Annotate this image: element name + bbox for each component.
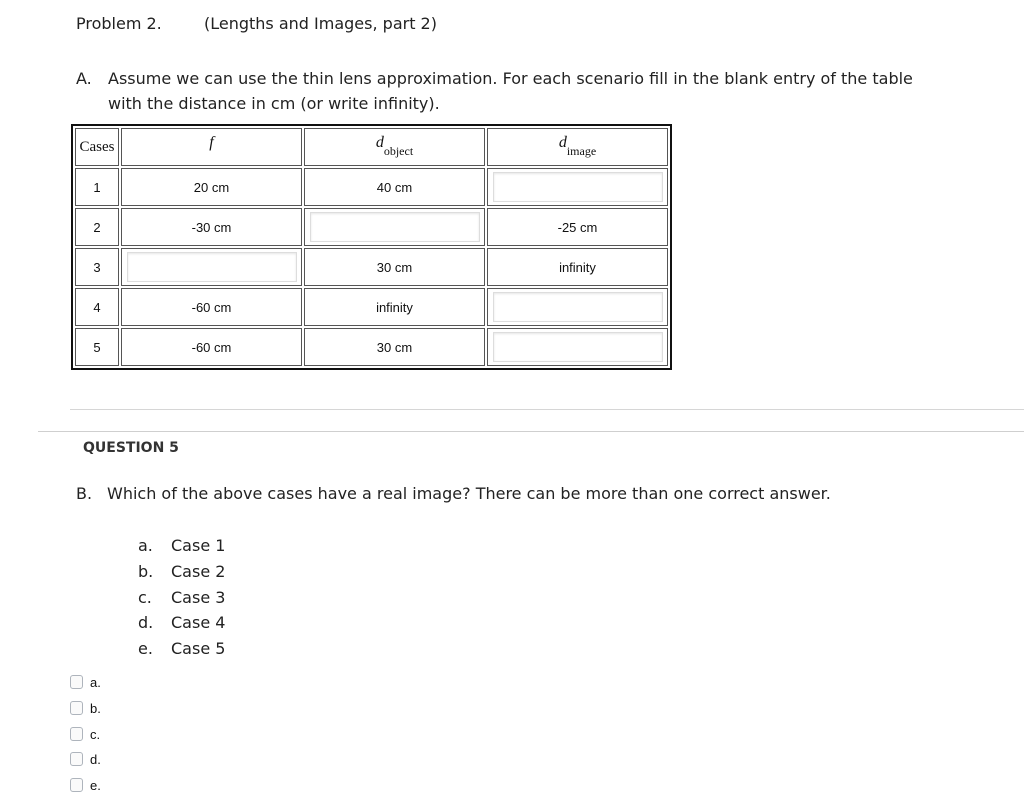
blank-input-f-3[interactable] [127, 252, 297, 282]
answer-label: b. [90, 700, 101, 716]
answer-label: e. [90, 778, 101, 794]
cell-f: 20 cm [121, 168, 302, 206]
header-d-image-symbol: d [558, 134, 567, 151]
answer-label: d. [90, 752, 101, 768]
cell-case: 3 [75, 248, 119, 286]
choice-letter: c. [138, 587, 152, 607]
cell-f: -60 cm [121, 288, 302, 326]
blank-input-d-object-2[interactable] [310, 212, 480, 242]
cell-case: 5 [75, 328, 119, 366]
table-row-4 [75, 288, 668, 326]
cell-d-image [487, 168, 668, 206]
question-title: QUESTION 5 [83, 440, 179, 456]
cell-case: 1 [75, 168, 119, 206]
choice-text: Case 2 [171, 561, 226, 581]
cell-f [121, 248, 302, 286]
header-f [121, 128, 302, 166]
answer-label: c. [90, 726, 101, 742]
answer-checkbox-d[interactable] [70, 752, 83, 766]
choice-text: Case 5 [171, 639, 226, 659]
part-b-marker: B. [76, 484, 93, 503]
answer-checkbox-e[interactable] [70, 778, 83, 792]
answer-label: a. [90, 675, 101, 690]
cell-d-object: 30 cm [304, 328, 485, 366]
table-row-3 [75, 248, 668, 286]
answer-checkbox-a[interactable] [70, 675, 83, 689]
header-d-object [304, 128, 485, 166]
header-d-image-sub: image [566, 144, 597, 158]
cell-d-image: -25 cm [487, 208, 668, 246]
cell-f: -30 cm [121, 208, 302, 246]
choice-letter: b. [138, 561, 154, 581]
table-row-2 [75, 208, 668, 246]
table-row-1 [75, 168, 668, 206]
part-a-text: Assume we can use the thin lens approximation. For each scenario fill in the blank entry of the table with the distance in cm (or write infinity). [108, 69, 913, 113]
choice-text: Case 3 [171, 587, 226, 607]
header-d-object-sub: object [383, 144, 414, 158]
header-cases: Cases [75, 128, 119, 166]
choice-letter: d. [138, 613, 154, 633]
part-b-text: Which of the above cases have a real image? There can be more than one correct answer. [107, 484, 831, 503]
cell-d-image: infinity [487, 248, 668, 286]
choice-letter: a. [138, 536, 153, 555]
table-header-row [75, 128, 668, 166]
part-a-marker: A. [76, 69, 92, 88]
cell-case: 4 [75, 288, 119, 326]
choice-text: Case 1 [171, 536, 226, 555]
divider [70, 409, 1024, 410]
blank-input-d-image-4[interactable] [493, 292, 663, 322]
blank-input-d-image-1[interactable] [493, 172, 663, 202]
header-f-symbol: f [209, 134, 214, 151]
cell-d-object: 40 cm [304, 168, 485, 206]
question-divider [38, 431, 1024, 432]
cell-case: 2 [75, 208, 119, 246]
cell-d-image [487, 288, 668, 326]
answer-checkbox-b[interactable] [70, 701, 83, 715]
problem-subtitle: (Lengths and Images, part 2) [204, 14, 437, 33]
table-row-5 [75, 328, 668, 366]
answer-checkbox-c[interactable] [70, 727, 83, 741]
cell-d-object [304, 208, 485, 246]
header-d-object-symbol: d [375, 134, 384, 151]
problem-number: Problem 2. [76, 14, 162, 33]
cell-f: -60 cm [121, 328, 302, 366]
cell-d-object: 30 cm [304, 248, 485, 286]
choice-text: Case 4 [171, 613, 226, 633]
blank-input-d-image-5[interactable] [493, 332, 663, 362]
cell-d-object: infinity [304, 288, 485, 326]
cell-d-image [487, 328, 668, 366]
header-d-image [487, 128, 668, 166]
lens-table [71, 124, 672, 370]
choice-letter: e. [138, 639, 153, 659]
